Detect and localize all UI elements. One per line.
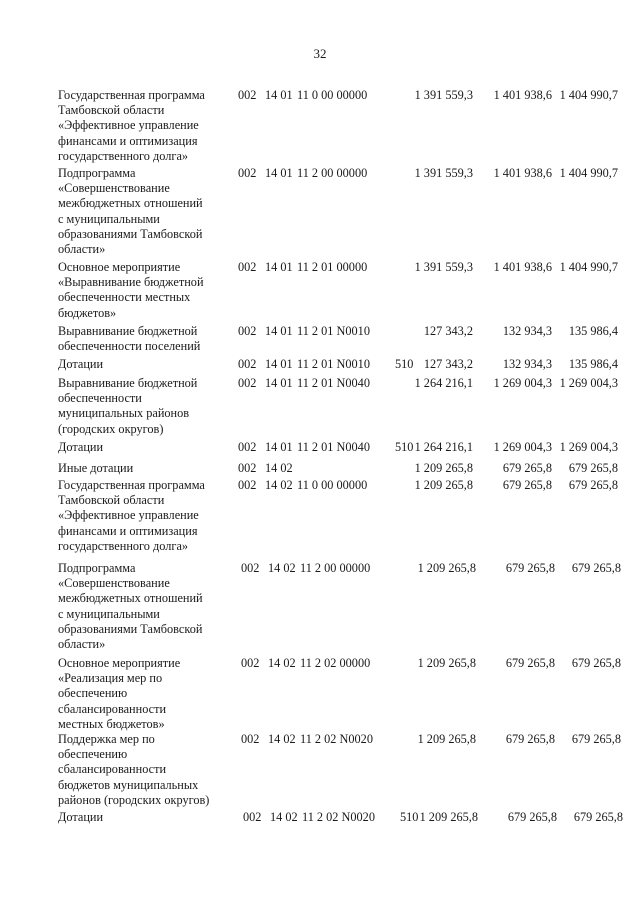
row-code [238, 357, 419, 372]
row-name-line: «Реализация мер по [58, 671, 163, 686]
row-name-line: (городских округов) [58, 421, 164, 436]
code-grbs: 002 [238, 166, 257, 180]
row-name-line: «Совершенствование [58, 181, 170, 196]
row-code [238, 461, 419, 476]
code-article: 11 2 02 00000 [300, 656, 371, 670]
code-section: 14 02 [265, 461, 293, 475]
row-name-line: Тамбовской области [58, 103, 165, 118]
value-year-2: 132 934,3 [502, 324, 552, 338]
value-year-1: 1 391 559,3 [414, 88, 473, 102]
row-code [238, 478, 419, 493]
code-section: 14 02 [268, 732, 296, 746]
value-year-2: 1 401 938,6 [493, 88, 552, 102]
code-section: 14 02 [270, 810, 298, 824]
row-name-line: Дотации [58, 357, 104, 371]
value-year-3: 135 986,4 [568, 357, 618, 371]
row-name-line: финансами и оптимизация [58, 523, 198, 538]
row-name-line: бюджетов» [58, 305, 117, 320]
row-name-line: обеспечению [58, 686, 128, 701]
code-grbs: 002 [238, 260, 257, 274]
row-name-line: Основное мероприятие [58, 656, 181, 670]
code-grbs: 002 [238, 440, 257, 454]
row-name [58, 810, 236, 825]
row-name-line: области» [58, 242, 106, 257]
code-article: 11 2 00 00000 [297, 166, 368, 180]
row-name-line: Тамбовской области [58, 493, 165, 508]
value-year-3: 679 265,8 [568, 461, 618, 475]
value-year-3: 679 265,8 [571, 656, 621, 670]
value-year-2: 679 265,8 [507, 810, 557, 824]
value-year-1: 1 209 265,8 [419, 810, 478, 824]
code-section: 14 02 [268, 561, 296, 575]
row-code [238, 324, 419, 339]
row-name-line: сбалансированности [58, 762, 167, 777]
value-year-2: 679 265,8 [505, 561, 555, 575]
row-name-line: «Совершенствование [58, 576, 170, 591]
row-name [58, 656, 236, 732]
row-name-line: области» [58, 637, 106, 652]
value-year-1: 1 264 216,1 [414, 376, 473, 390]
row-name-line: «Эффективное управление [58, 118, 199, 133]
row-code [241, 732, 422, 747]
value-year-3: 1 269 004,3 [559, 376, 618, 390]
row-name-line: обеспеченности местных [58, 290, 191, 305]
value-year-1: 127 343,2 [423, 357, 473, 371]
row-name-line: с муниципальными [58, 211, 160, 226]
row-name-line: Выравнивание бюджетной [58, 376, 198, 390]
row-name-line: Основное мероприятие [58, 260, 181, 274]
row-name-line: Поддержка мер по [58, 732, 155, 746]
value-year-2: 1 269 004,3 [493, 376, 552, 390]
value-year-3: 1 404 990,7 [559, 166, 618, 180]
row-name-line: с муниципальными [58, 606, 160, 621]
value-year-3: 1 269 004,3 [559, 440, 618, 454]
value-year-3: 679 265,8 [571, 561, 621, 575]
row-name [58, 88, 236, 164]
value-year-3: 679 265,8 [571, 732, 621, 746]
code-article: 11 2 01 N0010 [297, 357, 370, 371]
code-grbs: 002 [238, 461, 257, 475]
value-year-3: 135 986,4 [568, 324, 618, 338]
row-code [241, 656, 422, 671]
row-name [58, 376, 236, 437]
code-grbs: 002 [238, 88, 257, 102]
row-name-line: Государственная программа [58, 478, 205, 492]
code-grbs: 002 [238, 324, 257, 338]
row-name-line: обеспечению [58, 747, 128, 762]
value-year-3: 679 265,8 [573, 810, 623, 824]
code-article: 11 2 01 N0040 [297, 440, 370, 454]
row-name-line: образованиями Тамбовской [58, 226, 203, 241]
code-grbs: 002 [238, 376, 257, 390]
row-name-line: Иные дотации [58, 461, 134, 475]
row-name-line: Государственная программа [58, 88, 205, 102]
code-section: 14 01 [265, 376, 293, 390]
value-year-1: 1 209 265,8 [417, 656, 476, 670]
value-year-2: 679 265,8 [505, 732, 555, 746]
value-year-2: 1 401 938,6 [493, 166, 552, 180]
row-name-line: Дотации [58, 440, 104, 454]
row-code [238, 88, 419, 103]
code-grbs: 002 [241, 656, 260, 670]
code-grbs: 002 [241, 732, 260, 746]
code-section: 14 01 [265, 260, 293, 274]
row-name [58, 357, 236, 372]
row-name [58, 478, 236, 554]
code-section: 14 01 [265, 166, 293, 180]
code-article: 11 2 02 N0020 [300, 732, 373, 746]
code-expense-type: 510 [400, 810, 419, 824]
row-name-line: финансами и оптимизация [58, 133, 198, 148]
row-name-line: районов (городских округов) [58, 792, 210, 807]
value-year-2: 679 265,8 [505, 656, 555, 670]
row-name [58, 732, 236, 808]
row-code [243, 810, 424, 825]
value-year-2: 132 934,3 [502, 357, 552, 371]
row-code [238, 440, 419, 455]
code-section: 14 01 [265, 357, 293, 371]
row-name-line: Дотации [58, 810, 104, 824]
code-grbs: 002 [238, 478, 257, 492]
row-name-line: «Эффективное управление [58, 508, 199, 523]
row-name-line: «Выравнивание бюджетной [58, 275, 204, 290]
code-article: 11 2 00 00000 [300, 561, 371, 575]
code-article: 11 2 01 N0010 [297, 324, 370, 338]
value-year-1: 127 343,2 [423, 324, 473, 338]
row-code [241, 561, 422, 576]
code-article: 11 2 02 N0020 [302, 810, 375, 824]
row-code [238, 166, 419, 181]
code-section: 14 02 [265, 478, 293, 492]
code-section: 14 01 [265, 88, 293, 102]
code-section: 14 02 [268, 656, 296, 670]
row-name [58, 324, 236, 354]
value-year-1: 1 391 559,3 [414, 260, 473, 274]
code-grbs: 002 [238, 357, 257, 371]
value-year-3: 679 265,8 [568, 478, 618, 492]
value-year-3: 1 404 990,7 [559, 260, 618, 274]
code-section: 14 01 [265, 324, 293, 338]
value-year-2: 679 265,8 [502, 478, 552, 492]
row-name-line: бюджетов муниципальных [58, 777, 199, 792]
code-grbs: 002 [243, 810, 262, 824]
row-name-line: межбюджетных отношений [58, 591, 203, 606]
row-code [238, 376, 419, 391]
code-article: 11 0 00 00000 [297, 478, 368, 492]
value-year-1: 1 391 559,3 [414, 166, 473, 180]
row-name [58, 440, 236, 455]
code-article: 11 2 01 00000 [297, 260, 368, 274]
value-year-3: 1 404 990,7 [559, 88, 618, 102]
row-name-line: образованиями Тамбовской [58, 621, 203, 636]
row-name-line: государственного долга» [58, 148, 189, 163]
row-name [58, 166, 236, 257]
value-year-1: 1 209 265,8 [417, 732, 476, 746]
code-expense-type: 510 [395, 440, 414, 454]
value-year-1: 1 209 265,8 [414, 478, 473, 492]
row-name-line: Выравнивание бюджетной [58, 324, 198, 338]
code-article: 11 0 00 00000 [297, 88, 368, 102]
row-name-line: муниципальных районов [58, 406, 190, 421]
row-name-line: Подпрограмма [58, 561, 136, 575]
value-year-1: 1 209 265,8 [417, 561, 476, 575]
row-name-line: местных бюджетов» [58, 716, 165, 731]
code-expense-type: 510 [395, 357, 414, 371]
row-name [58, 561, 236, 652]
code-article: 11 2 01 N0040 [297, 376, 370, 390]
row-name-line: Подпрограмма [58, 166, 136, 180]
value-year-2: 679 265,8 [502, 461, 552, 475]
value-year-1: 1 209 265,8 [414, 461, 473, 475]
value-year-2: 1 269 004,3 [493, 440, 552, 454]
row-name-line: обеспеченности [58, 391, 142, 406]
row-code [238, 260, 419, 275]
row-name-line: обеспеченности поселений [58, 339, 201, 354]
row-name [58, 260, 236, 321]
value-year-1: 1 264 216,1 [414, 440, 473, 454]
code-section: 14 01 [265, 440, 293, 454]
row-name [58, 461, 236, 476]
row-name-line: государственного долга» [58, 538, 189, 553]
row-name-line: сбалансированности [58, 701, 167, 716]
page-number: 32 [313, 46, 327, 61]
row-name-line: межбюджетных отношений [58, 196, 203, 211]
value-year-2: 1 401 938,6 [493, 260, 552, 274]
code-grbs: 002 [241, 561, 260, 575]
